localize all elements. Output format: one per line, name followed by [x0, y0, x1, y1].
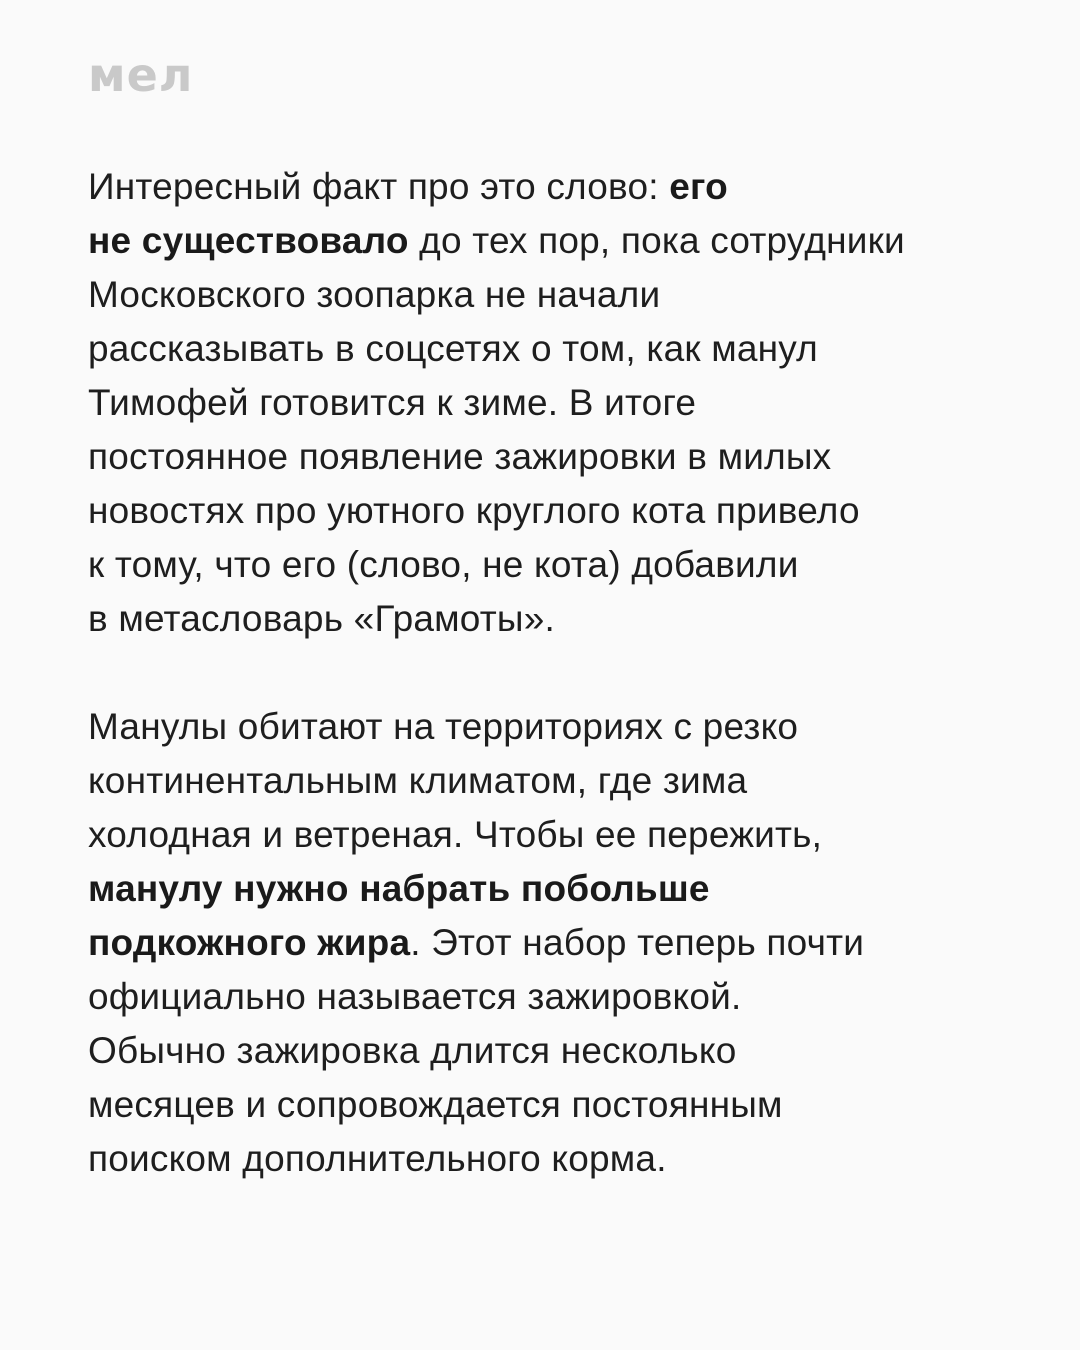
- text-line: континентальным климатом, где зима: [88, 760, 748, 801]
- text-line: рассказывать в соцсетях о том, как манул: [88, 328, 818, 369]
- text-segment: до тех пор, пока сотрудники: [408, 220, 905, 261]
- text-line: месяцев и сопровождается постоянным: [88, 1084, 783, 1125]
- brand-logo: мел: [88, 48, 194, 102]
- text-line: [88, 160, 1008, 214]
- text-line: Тимофей готовится к зиме. В итоге: [88, 382, 697, 423]
- text-line: постоянное появление зажировки в милых: [88, 436, 832, 477]
- text-segment: Интересный факт про это слово:: [88, 166, 670, 207]
- text-line: новостях про уютного круглого кота привело: [88, 490, 860, 531]
- text-line: [88, 862, 1008, 916]
- bold-segment: его: [669, 166, 728, 207]
- bold-segment: подкожного жира: [88, 922, 411, 963]
- text-line: Обычно зажировка длится несколько: [88, 1030, 737, 1071]
- text-segment: . Этот набор теперь почти: [410, 922, 865, 963]
- text-line: в метасловарь «Грамоты».: [88, 598, 555, 639]
- text-line: [88, 916, 1008, 970]
- text-line: холодная и ветреная. Чтобы ее пережить,: [88, 814, 823, 855]
- text-line: поиском дополнительного корма.: [88, 1138, 667, 1179]
- article-body: [88, 160, 1008, 1186]
- bold-segment: манулу нужно набрать побольше: [88, 868, 710, 909]
- text-line: к тому, что его (слово, не кота) добавили: [88, 544, 799, 585]
- text-line: Московского зоопарка не начали: [88, 274, 661, 315]
- text-line: Манулы обитают на территориях с резко: [88, 706, 799, 747]
- paragraph-2: [88, 700, 1008, 1186]
- paragraph-1: [88, 160, 1008, 646]
- bold-segment: не существовало: [88, 220, 409, 261]
- text-line: [88, 214, 1008, 268]
- text-line: официально называется зажировкой.: [88, 976, 742, 1017]
